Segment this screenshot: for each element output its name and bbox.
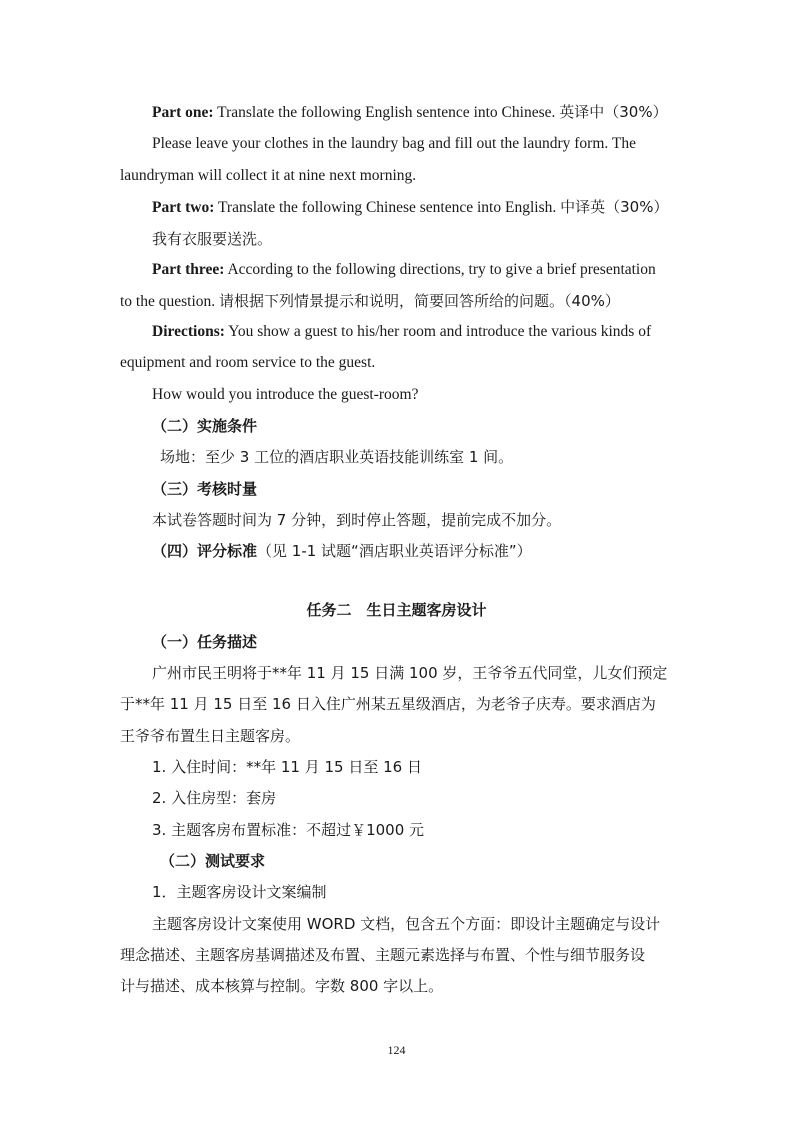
directions-label: Directions: [152, 323, 225, 340]
task-description-heading: （一）任务描述 [152, 633, 258, 651]
part-two-tag: 中译英（30%） [560, 198, 669, 216]
criteria-line [152, 541, 532, 562]
part-one-tag: 英译中（30%） [559, 103, 668, 121]
part-three-text: According to the following directions, try to give a brief presentation [224, 261, 656, 278]
part-two-label: Part two: [152, 199, 215, 216]
part-three-tag: 请根据下列情景提示和说明，简要回答所给的问题。（40%） [219, 292, 620, 310]
time-text: 本试卷答题时间为 7 分钟，到时停止答题，提前完成不加分。 [152, 511, 562, 529]
task-description-line1: 广州市民王明将于**年 11 月 15 日满 100 岁，王爷爷五代同堂，儿女们预定 [152, 664, 668, 682]
test-requirements-heading: （二）测试要求 [160, 852, 266, 870]
part-one-sentence-line2: laundryman will collect it at nine next morning. [120, 167, 417, 184]
part-one-label: Part one: [152, 104, 214, 121]
requirement-line2: 理念描述、主题客房基调描述及布置、主题元素选择与布置、个性与细节服务设 [120, 946, 646, 964]
task-item-2: 2. 入住房型：套房 [152, 789, 277, 807]
task-two-title: 任务二 生日主题客房设计 [306, 601, 487, 619]
part-three-instruction [152, 260, 656, 280]
conditions-heading: （二）实施条件 [152, 417, 258, 435]
criteria-heading: （四）评分标准 [152, 542, 258, 560]
requirement-line1: 主题客房设计文案使用 WORD 文档，包含五个方面：即设计主题确定与设计 [152, 915, 661, 933]
part-one-text: Translate the following English sentence into Chinese. [213, 104, 556, 121]
part-three-label: Part three: [152, 261, 225, 278]
time-heading: （三）考核时量 [152, 480, 258, 498]
criteria-note: （见 1-1 试题“酒店职业英语评分标准”） [257, 542, 532, 560]
requirement-item-1: 1．主题客房设计文案编制 [152, 883, 327, 901]
page-number: 124 [387, 1043, 406, 1057]
part-three-text-line2: to the question. [120, 293, 216, 310]
part-three-instruction-line2 [120, 291, 620, 312]
task-description-line2: 于**年 11 月 15 日至 16 日入住广州某五星级酒店，为老爷子庆寿。要求酒店为 [120, 695, 656, 713]
directions-line1 [152, 322, 651, 342]
conditions-text: 场地：至少 3 工位的酒店职业英语技能训练室 1 间。 [160, 448, 514, 466]
directions-line2: equipment and room service to the guest. [120, 354, 376, 371]
part-two-text: Translate the following Chinese sentence into English. [214, 199, 557, 216]
task-item-3: 3. 主题客房布置标准：不超过￥1000 元 [152, 821, 425, 839]
part-one-instruction [152, 102, 668, 123]
part-two-sentence: 我有衣服要送洗。 [152, 230, 273, 248]
part-two-instruction [152, 197, 668, 218]
requirement-line3: 计与描述、成本核算与控制。字数 800 字以上。 [120, 977, 444, 995]
directions-question: How would you introduce the guest-room? [152, 386, 419, 403]
task-description-line3: 王爷爷布置生日主题客房。 [120, 727, 301, 745]
directions-text: You show a guest to his/her room and introduce the various kinds of [224, 323, 652, 340]
part-one-sentence-line1: Please leave your clothes in the laundry bag and fill out the laundry form. The [152, 135, 636, 152]
task-item-1: 1. 入住时间：**年 11 月 15 日至 16 日 [152, 758, 422, 776]
